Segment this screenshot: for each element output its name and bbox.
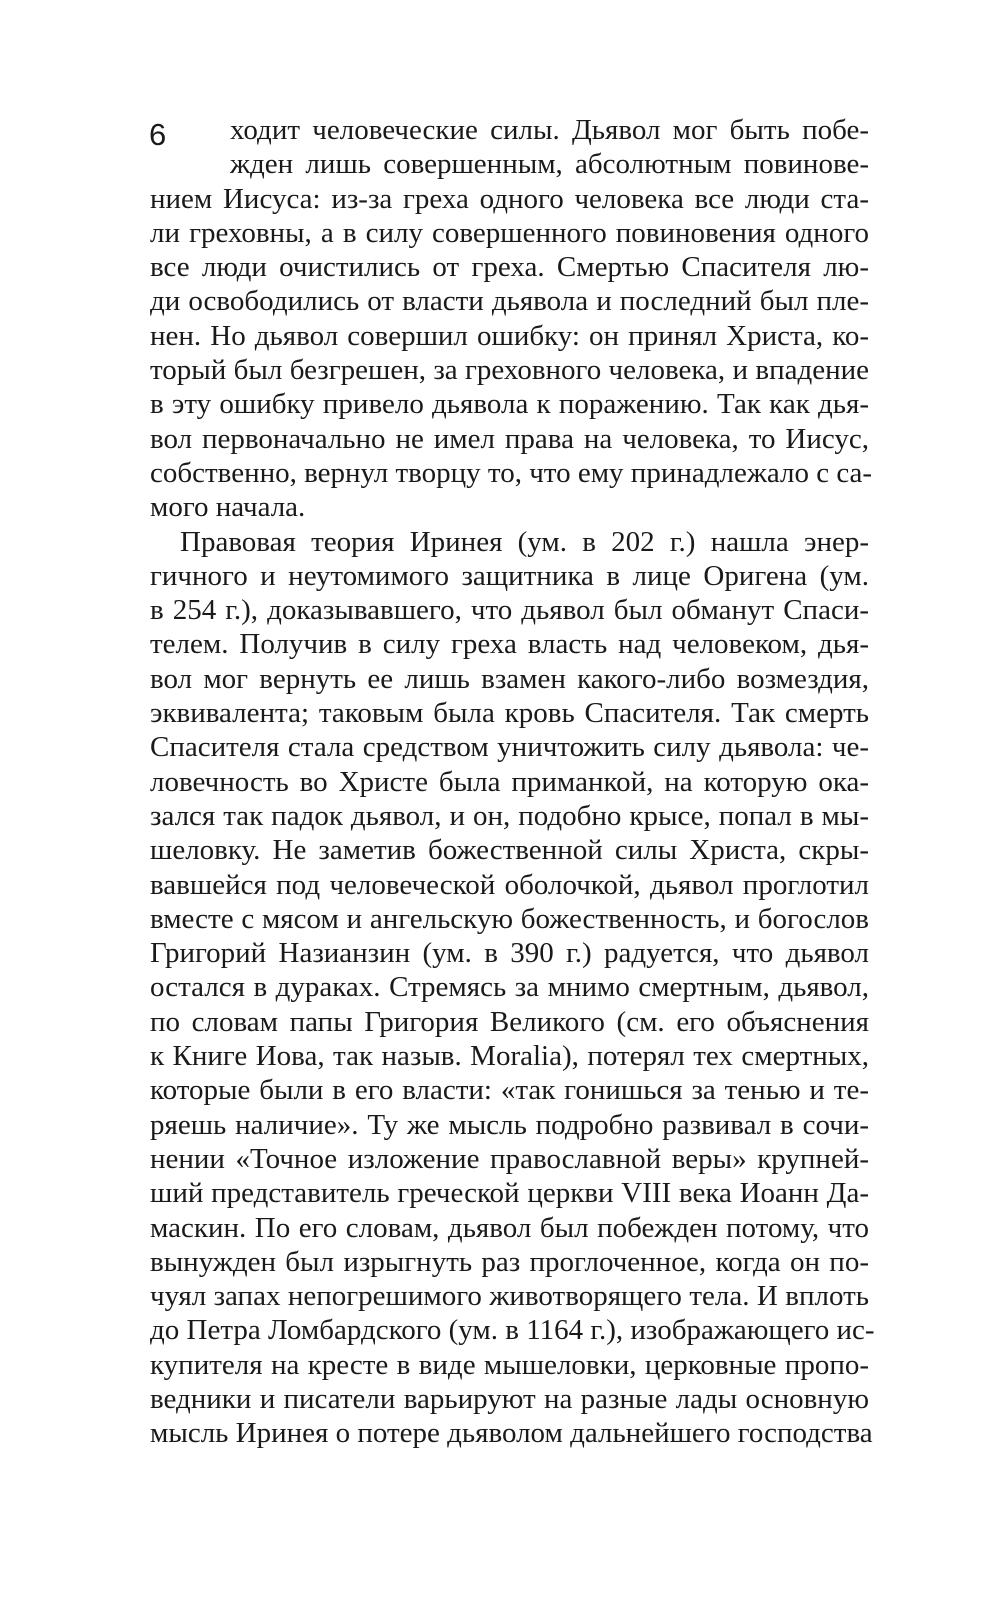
text-line: гичного и неутомимого защитника в лице Оригена (ум.: [150, 559, 869, 592]
text-line: телем. Получив в силу греха власть над человеком, дья-: [150, 628, 869, 661]
text-line: ряешь наличие». Ту же мысль подробно развивал в сочи-: [150, 1108, 869, 1141]
text-line: остался в дураках. Стремясь за мнимо смертным, дьявол,: [150, 971, 869, 1004]
text-line: ди освободились от власти дьявола и последний был пле-: [150, 285, 869, 318]
text-line: все люди очистились от греха. Смертью Спасителя лю-: [150, 251, 869, 284]
text-line: мого начала.: [150, 491, 306, 524]
text-line: ведники и писатели варьируют на разные лады основную: [150, 1382, 869, 1415]
page-number: 6: [149, 117, 167, 152]
text-line: Правовая теория Иринея (ум. в 202 г.) нашла энер-: [180, 525, 869, 558]
text-line: в 254 г.), доказывавшего, что дьявол был обманут Спаси-: [150, 594, 869, 627]
text-line: эквивалента; таковым была кровь Спасителя. Так смерть: [150, 697, 869, 730]
body-text: [150, 113, 875, 1451]
text-line: которые были в его власти: «так гонишься за тенью и те-: [150, 1074, 869, 1107]
text-line: в эту ошибку привело дьявола к поражению. Так как дья-: [150, 388, 869, 421]
text-line: нием Иисуса: из-за греха одного человека все люди ста-: [150, 182, 869, 215]
text-line: мысль Иринея о потере дьяволом дальнейшего господства: [150, 1417, 873, 1450]
text-line: зался так падок дьявол, и он, подобно крысе, попал в мы-: [150, 799, 869, 832]
text-line: маскин. По его словам, дьявол был побежден потому, что: [150, 1211, 869, 1244]
text-line: вместе с мясом и ангельскую божественность, и богослов: [150, 902, 869, 935]
text-line: по словам папы Григория Великого (см. его объяснения: [150, 1005, 869, 1038]
text-line: ший представитель греческой церкви VIII века Иоанн Да-: [150, 1177, 869, 1210]
text-line: Спасителя стала средством уничтожить силу дьявола: че-: [150, 731, 869, 764]
text-line: к Книге Иова, так назыв. Moralia), потерял тех смертных,: [150, 1040, 869, 1073]
text-line: до Петра Ломбардского (ум. в 1164 г.), изображающего ис-: [150, 1314, 875, 1347]
text-line: вол первоначально не имел права на человека, то Иисус,: [150, 422, 869, 455]
text-line: вынужден был изрыгнуть раз проглоченное, когда он по-: [150, 1245, 869, 1278]
text-line: жден лишь совершенным, абсолютным повинове-: [230, 148, 869, 181]
text-line: ловечность во Христе была приманкой, на которую ока-: [150, 765, 869, 798]
text-line: вавшейся под человеческой оболочкой, дьявол проглотил: [150, 868, 869, 901]
text-line: чуял запах непогрешимого животворящего тела. И вплоть: [150, 1280, 869, 1313]
text-line: вол мог вернуть ее лишь взамен какого-либо возмездия,: [150, 662, 869, 695]
text-line: нен. Но дьявол совершил ошибку: он принял Христа, ко-: [150, 319, 869, 352]
text-line: собственно, вернул творцу то, что ему принадлежало с са-: [150, 456, 873, 489]
text-line: нении «Точное изложение православной веры» крупней-: [150, 1142, 869, 1175]
text-line: торый был безгрешен, за греховного человека, и впадение: [150, 354, 869, 387]
text-line: ли греховны, а в силу совершенного повиновения одного: [150, 216, 869, 249]
text-line: купителя на кресте в виде мышеловки, церковные пропо-: [150, 1348, 869, 1381]
text-line: ходит человеческие силы. Дьявол мог быть побе-: [230, 114, 869, 146]
text-line: шеловку. Не заметив божественной силы Христа, скры-: [150, 834, 869, 867]
text-line: Григорий Назианзин (ум. в 390 г.) радуется, что дьявол: [150, 937, 869, 970]
